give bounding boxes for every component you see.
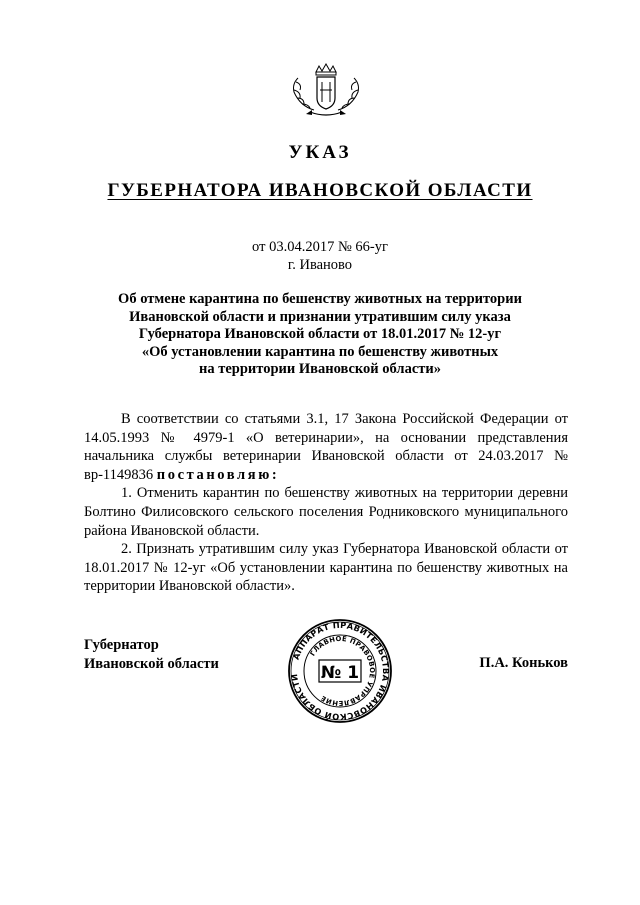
title-line: Ивановской области и признании утратившим силу указа bbox=[129, 308, 511, 325]
preamble-text: В соответствии со статьями 3.1, 17 Закона Российской Федерации от 14.05.1993 № 4979-1 «О ветеринарии», на основании представления начальника службы ветеринарии Ивановской области от 24.03.2017 № вр-1149836 bbox=[84, 411, 568, 483]
document-type-heading: УКАЗ bbox=[288, 142, 352, 163]
official-seal-icon bbox=[287, 618, 393, 724]
date-and-place bbox=[0, 238, 640, 274]
title-line: «Об установлении карантина по бешенству животных bbox=[141, 343, 499, 360]
resolution-keyword: постановляю bbox=[156, 466, 272, 483]
title-line: Об отмене карантина по бешенству животных на территории bbox=[118, 291, 522, 307]
svg-text:ГЛАВНОЕ ПРАВОВОЕ УПРАВЛЕНИЕ: ГЛАВНОЕ ПРАВОВОЕ УПРАВЛЕНИЕ bbox=[308, 634, 377, 708]
signer-title-line: Ивановской области bbox=[84, 655, 219, 672]
item-1-paragraph: 1. Отменить карантин по бешенству животных на территории деревни Болтино Филисовского сельского поселения Родниковского муниципального района Ивановской области. bbox=[84, 485, 568, 539]
issuer-heading: ГУБЕРНАТОРА ИВАНОВСКОЙ ОБЛАСТИ bbox=[107, 180, 533, 201]
signer-name: П.А. Коньков bbox=[479, 655, 568, 671]
title-line: на территории Ивановской области» bbox=[199, 361, 441, 378]
signer-title-line: Губернатор bbox=[84, 637, 159, 653]
preamble-paragraph bbox=[84, 410, 568, 484]
date-number: от 03.04.2017 № 66-уг bbox=[252, 239, 388, 255]
title-line: Губернатора Ивановской области от 18.01.2017 № 12-уг bbox=[138, 326, 502, 343]
item-2-paragraph: 2. Признать утратившим силу указ Губернатора Ивановской области от 18.01.2017 № 12-уг «Об установлении карантина по бешенству животных на территории Ивановской области». bbox=[84, 541, 568, 595]
svg-text:№ 1: № 1 bbox=[320, 663, 360, 683]
coat-of-arms-icon bbox=[286, 62, 366, 122]
svg-text:АППАРАТ ПРАВИТЕЛЬСТВА ИВАНОВСК: АППАРАТ ПРАВИТЕЛЬСТВА ИВАНОВСКОЙ ОБЛАСТИ bbox=[288, 619, 392, 723]
document-title bbox=[0, 291, 640, 379]
signer-title bbox=[84, 636, 219, 673]
preamble-colon: : bbox=[271, 466, 277, 483]
document-body bbox=[84, 410, 568, 596]
city: г. Иваново bbox=[287, 257, 353, 273]
